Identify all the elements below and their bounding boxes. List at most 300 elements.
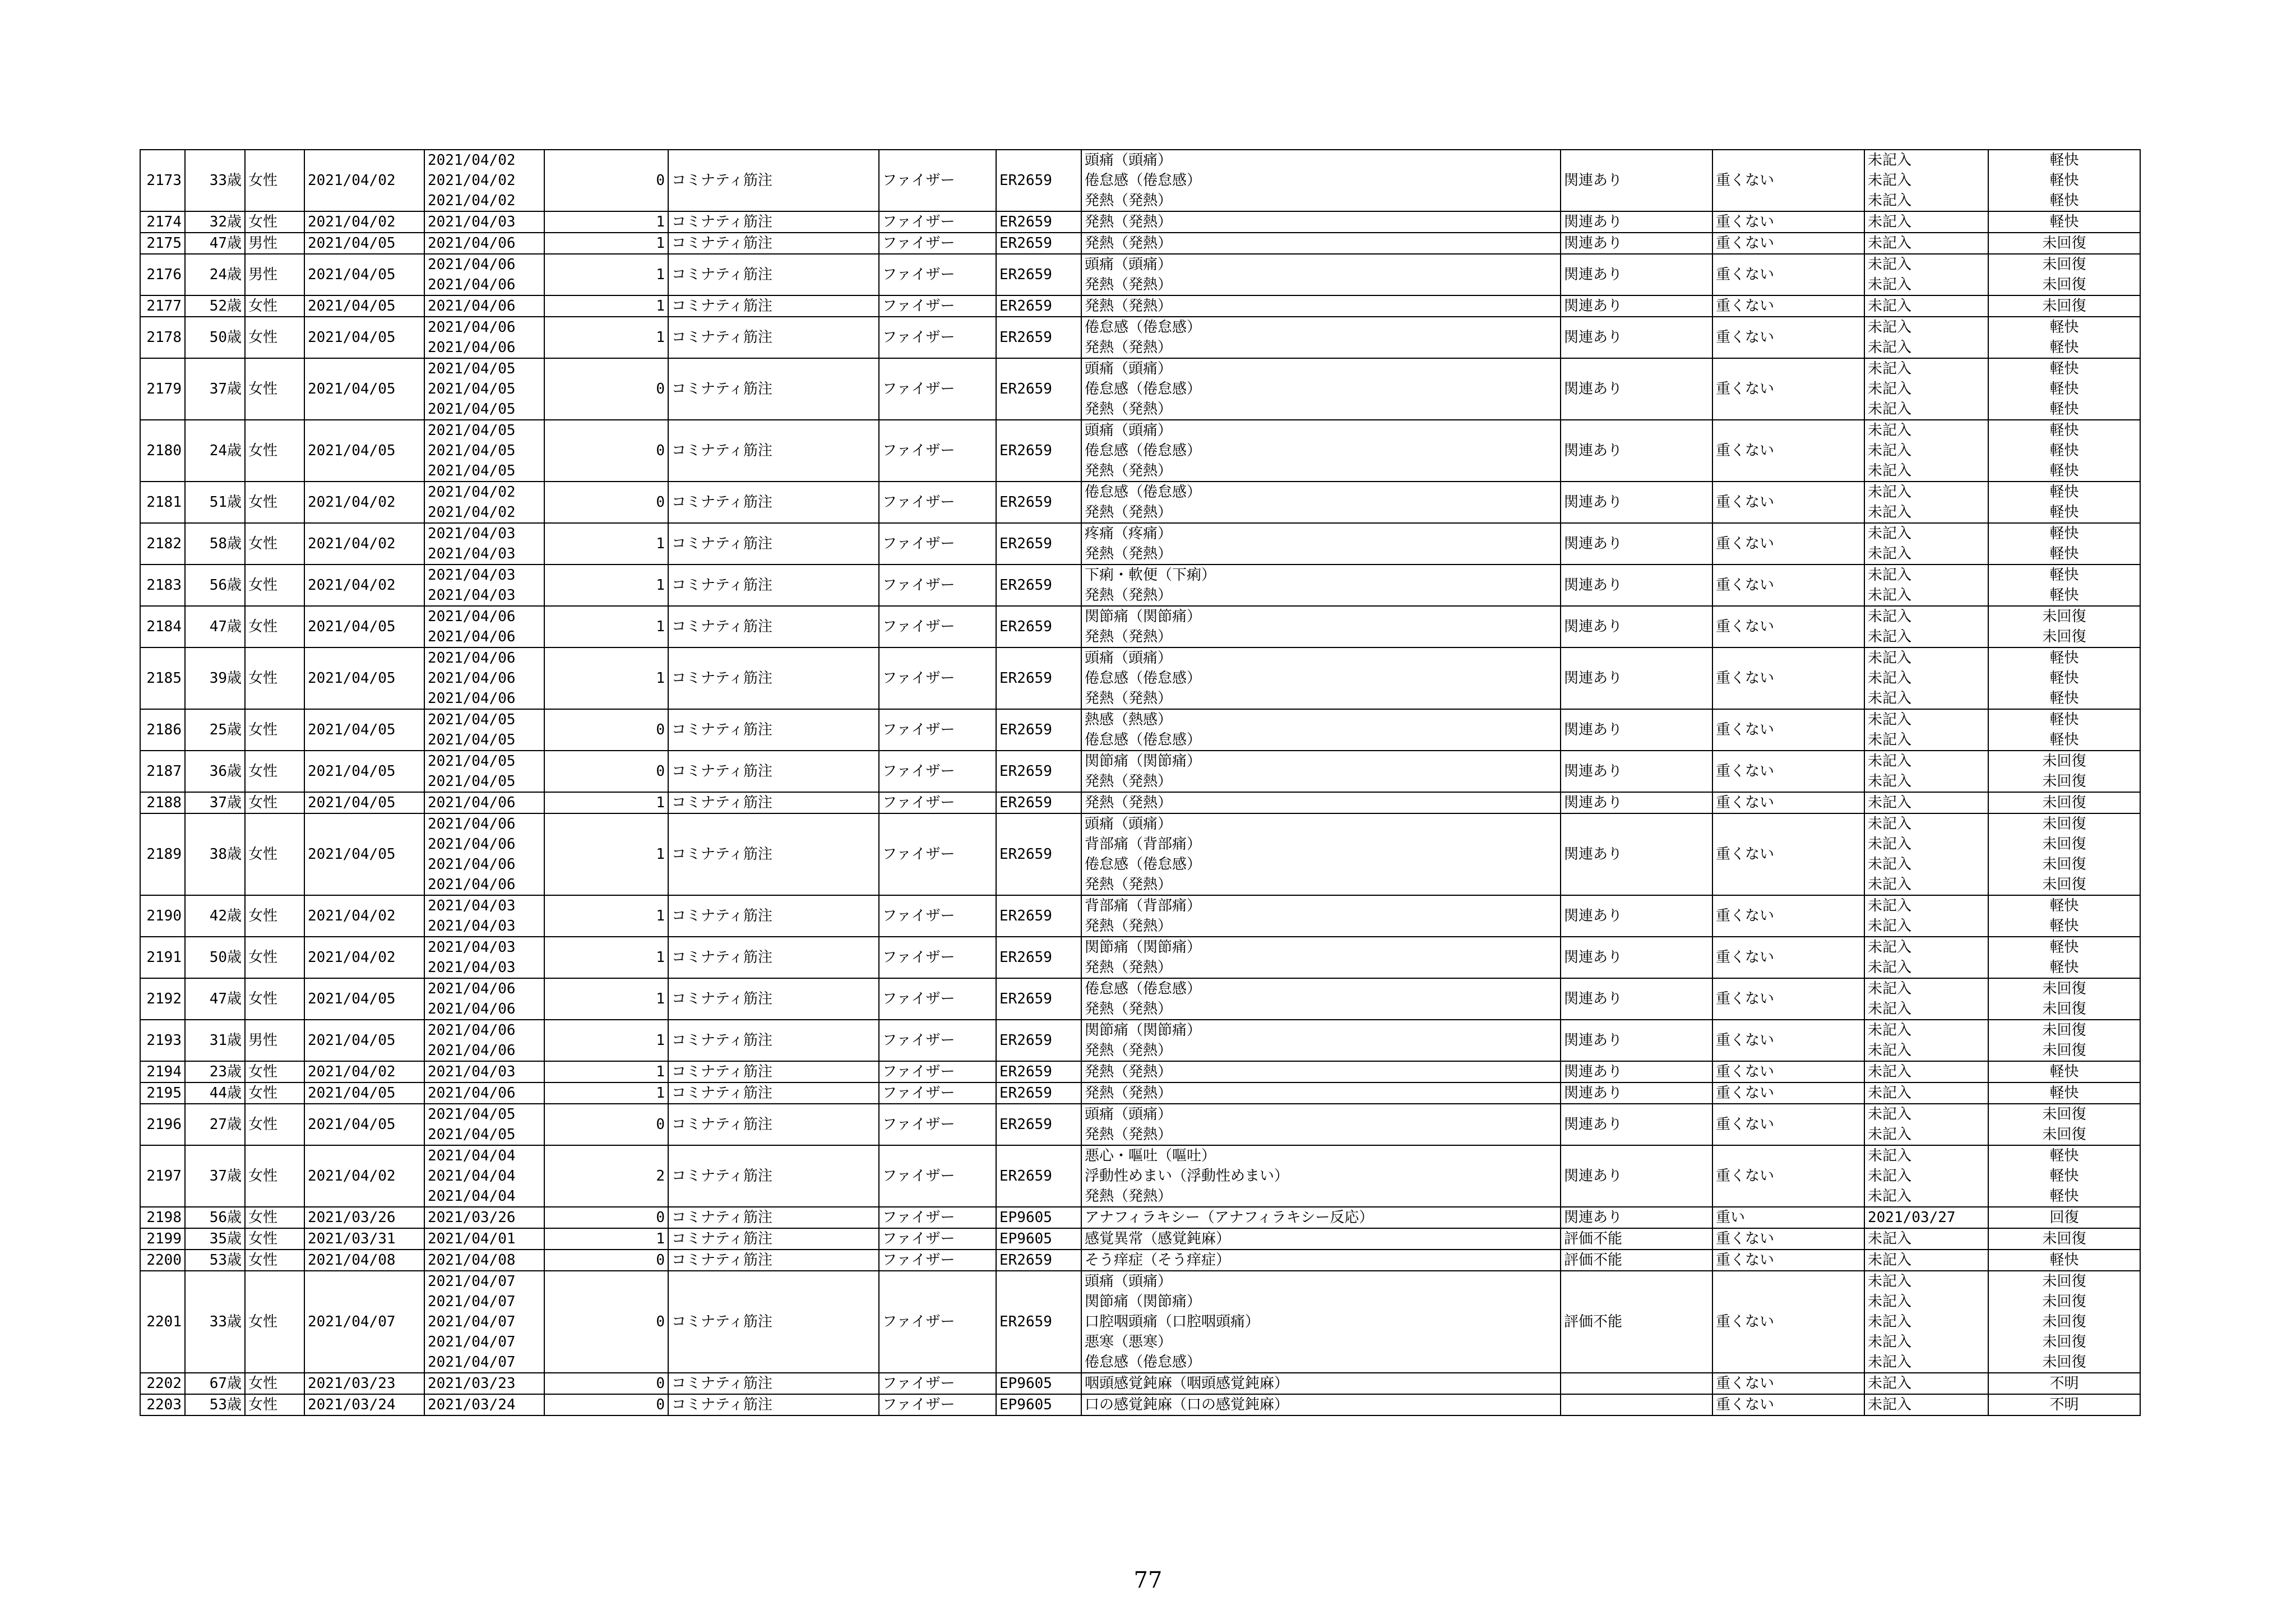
onset-date — [424, 1250, 544, 1271]
causality: 関連あり — [1561, 709, 1712, 751]
outcome-line: 軽快 — [2049, 1252, 2079, 1269]
days-to-onset: 1 — [544, 1082, 668, 1104]
outcome-line: 軽快 — [2049, 587, 2079, 604]
symptom-line: 発熱（発熱） — [1085, 959, 1173, 976]
outcome-line: 不明 — [2049, 1396, 2079, 1413]
symptom-line: 発熱（発熱） — [1085, 545, 1173, 562]
lot-number: EP9605 — [996, 1394, 1081, 1415]
symptom — [1081, 792, 1561, 813]
outcome-date-line: 未記入 — [1868, 836, 1912, 853]
symptom-line: 頭痛（頭痛） — [1085, 360, 1173, 377]
outcome-date — [1864, 1104, 1988, 1145]
outcome-date-line: 未記入 — [1868, 1396, 1912, 1413]
onset-date-line: 2021/04/04 — [428, 1188, 516, 1205]
onset-date-line: 2021/04/04 — [428, 1148, 516, 1164]
symptom-line: 発熱（発熱） — [1085, 1126, 1173, 1143]
outcome — [1988, 709, 2140, 751]
outcome-line: 軽快 — [2049, 192, 2079, 209]
causality: 関連あり — [1561, 1061, 1712, 1082]
symptom — [1081, 978, 1561, 1020]
outcome-date-line: 未記入 — [1868, 918, 1912, 934]
sex-cell: 女性 — [245, 1207, 304, 1228]
sex-cell: 女性 — [245, 150, 304, 211]
symptom-line: 口腔咽頭痛（口腔咽頭痛） — [1085, 1313, 1260, 1330]
manufacturer: ファイザー — [879, 709, 996, 751]
sex-cell: 女性 — [245, 709, 304, 751]
onset-date-line: 2021/04/07 — [428, 1354, 516, 1371]
lot-number: ER2659 — [996, 295, 1081, 317]
vaccine-name: コミナティ筋注 — [668, 1082, 879, 1104]
outcome-line: 未回復 — [2042, 1001, 2086, 1017]
onset-date-line: 2021/04/03 — [428, 567, 516, 584]
vaccination-date: 2021/04/02 — [304, 895, 424, 937]
outcome-line: 未回復 — [2042, 1106, 2086, 1123]
symptom-line: 倦怠感（倦怠感） — [1085, 732, 1202, 748]
age-cell: 37歳 — [185, 792, 245, 813]
causality: 関連あり — [1561, 606, 1712, 647]
table-row — [140, 523, 2140, 565]
onset-date-line: 2021/04/02 — [428, 172, 516, 189]
onset-date-line: 2021/04/05 — [428, 462, 516, 479]
outcome-date-line: 未記入 — [1868, 1293, 1912, 1310]
outcome-date-line: 未記入 — [1868, 1354, 1912, 1371]
age-cell: 53歳 — [185, 1250, 245, 1271]
age-cell: 42歳 — [185, 895, 245, 937]
onset-date — [424, 606, 544, 647]
outcome-date-line: 未記入 — [1868, 1273, 1912, 1290]
case-number: 2198 — [140, 1207, 185, 1228]
outcome-date-line: 未記入 — [1868, 959, 1912, 976]
causality: 関連あり — [1561, 317, 1712, 358]
vaccine-name: コミナティ筋注 — [668, 1061, 879, 1082]
case-number: 2193 — [140, 1020, 185, 1061]
symptom — [1081, 254, 1561, 295]
days-to-onset: 0 — [544, 150, 668, 211]
outcome-date-line: 未記入 — [1868, 876, 1912, 893]
age-cell: 56歳 — [185, 1207, 245, 1228]
onset-date-line: 2021/04/06 — [428, 1022, 516, 1039]
outcome-date — [1864, 895, 1988, 937]
onset-date — [424, 1394, 544, 1415]
symptom-line: 倦怠感（倦怠感） — [1085, 381, 1202, 397]
outcome-line: 未回復 — [2042, 1230, 2086, 1247]
outcome-line: 未回復 — [2042, 856, 2086, 873]
outcome — [1988, 606, 2140, 647]
days-to-onset: 1 — [544, 978, 668, 1020]
symptom — [1081, 295, 1561, 317]
days-to-onset: 1 — [544, 233, 668, 254]
table-row — [140, 1061, 2140, 1082]
outcome — [1988, 523, 2140, 565]
outcome-line: 軽快 — [2049, 1148, 2079, 1164]
severity: 重くない — [1712, 978, 1864, 1020]
outcome-date-line: 未記入 — [1868, 1022, 1912, 1039]
lot-number: ER2659 — [996, 1061, 1081, 1082]
age-cell: 27歳 — [185, 1104, 245, 1145]
causality: 関連あり — [1561, 813, 1712, 895]
table-row — [140, 1145, 2140, 1207]
sex-cell: 女性 — [245, 1250, 304, 1271]
severity: 重くない — [1712, 606, 1864, 647]
onset-date-line: 2021/04/06 — [428, 1001, 516, 1017]
vaccination-date: 2021/04/05 — [304, 1104, 424, 1145]
outcome-date-line: 未記入 — [1868, 276, 1912, 293]
onset-date-line: 2021/04/02 — [428, 504, 516, 521]
outcome-line: 軽快 — [2049, 462, 2079, 479]
table-row — [140, 1394, 2140, 1415]
symptom — [1081, 709, 1561, 751]
case-number: 2203 — [140, 1394, 185, 1415]
outcome-line: 軽快 — [2049, 1085, 2079, 1102]
outcome-line: 軽快 — [2049, 545, 2079, 562]
symptom-line: 関節痛（関節痛） — [1085, 1022, 1202, 1039]
vaccination-date: 2021/04/05 — [304, 813, 424, 895]
onset-date — [424, 1020, 544, 1061]
onset-date — [424, 813, 544, 895]
vaccine-name: コミナティ筋注 — [668, 1394, 879, 1415]
symptom-line: 頭痛（頭痛） — [1085, 422, 1173, 439]
table-row — [140, 150, 2140, 211]
vaccine-name: コミナティ筋注 — [668, 233, 879, 254]
outcome-date-line: 未記入 — [1868, 1042, 1912, 1059]
lot-number: ER2659 — [996, 1250, 1081, 1271]
symptom — [1081, 482, 1561, 523]
manufacturer: ファイザー — [879, 792, 996, 813]
symptom-line: 倦怠感（倦怠感） — [1085, 319, 1202, 336]
outcome-date — [1864, 606, 1988, 647]
vaccine-name: コミナティ筋注 — [668, 420, 879, 482]
manufacturer: ファイザー — [879, 565, 996, 606]
lot-number: ER2659 — [996, 813, 1081, 895]
table-row — [140, 233, 2140, 254]
vaccine-name: コミナティ筋注 — [668, 792, 879, 813]
symptom — [1081, 937, 1561, 978]
days-to-onset: 1 — [544, 523, 668, 565]
lot-number: ER2659 — [996, 1145, 1081, 1207]
symptom — [1081, 523, 1561, 565]
vaccination-date: 2021/04/05 — [304, 792, 424, 813]
outcome-line: 軽快 — [2049, 918, 2079, 934]
table-row — [140, 751, 2140, 792]
lot-number: ER2659 — [996, 523, 1081, 565]
symptom-line: 下痢・軟便（下痢） — [1085, 567, 1216, 584]
symptom-line: 感覚異常（感覚鈍麻） — [1085, 1230, 1231, 1247]
days-to-onset: 1 — [544, 647, 668, 709]
outcome-date — [1864, 482, 1988, 523]
outcome-date — [1864, 233, 1988, 254]
outcome-date-line: 未記入 — [1868, 650, 1912, 667]
sex-cell: 女性 — [245, 295, 304, 317]
onset-date-line: 2021/04/06 — [428, 650, 516, 667]
outcome-date-line: 未記入 — [1868, 1148, 1912, 1164]
onset-date — [424, 1145, 544, 1207]
days-to-onset: 0 — [544, 1207, 668, 1228]
vaccine-name: コミナティ筋注 — [668, 295, 879, 317]
onset-date — [424, 1061, 544, 1082]
outcome-date-line: 未記入 — [1868, 1188, 1912, 1205]
manufacturer: ファイザー — [879, 1104, 996, 1145]
vaccination-date: 2021/04/02 — [304, 150, 424, 211]
lot-number: ER2659 — [996, 317, 1081, 358]
outcome-line: 未回復 — [2042, 836, 2086, 853]
days-to-onset: 0 — [544, 1373, 668, 1394]
lot-number: ER2659 — [996, 1082, 1081, 1104]
symptom-line: 頭痛（頭痛） — [1085, 1106, 1173, 1123]
causality: 関連あり — [1561, 565, 1712, 606]
causality: 関連あり — [1561, 295, 1712, 317]
symptom-line: 背部痛（背部痛） — [1085, 897, 1202, 914]
symptom-line: 倦怠感（倦怠感） — [1085, 442, 1202, 459]
outcome-date-line: 未記入 — [1868, 1126, 1912, 1143]
case-number: 2180 — [140, 420, 185, 482]
outcome-line: 未回復 — [2042, 608, 2086, 625]
causality: 関連あり — [1561, 420, 1712, 482]
outcome-date-line: 未記入 — [1868, 504, 1912, 521]
symptom-line: 関節痛（関節痛） — [1085, 939, 1202, 956]
sex-cell: 女性 — [245, 606, 304, 647]
symptom-line: 頭痛（頭痛） — [1085, 152, 1173, 169]
outcome-line: 未回復 — [2042, 256, 2086, 273]
outcome-date-line: 未記入 — [1868, 1375, 1912, 1392]
outcome-line: 軽快 — [2049, 650, 2079, 667]
severity: 重くない — [1712, 647, 1864, 709]
case-number: 2191 — [140, 937, 185, 978]
outcome-date-line: 未記入 — [1868, 256, 1912, 273]
outcome-date-line: 未記入 — [1868, 152, 1912, 169]
symptom-line: 倦怠感（倦怠感） — [1085, 670, 1202, 687]
symptom-line: 発熱（発熱） — [1085, 298, 1173, 314]
onset-date-line: 2021/04/05 — [428, 753, 516, 770]
onset-date — [424, 150, 544, 211]
days-to-onset: 0 — [544, 1271, 668, 1373]
symptom-line: 発熱（発熱） — [1085, 462, 1173, 479]
days-to-onset: 1 — [544, 937, 668, 978]
onset-date-line: 2021/04/06 — [428, 816, 516, 832]
outcome-date — [1864, 709, 1988, 751]
outcome-date-line: 未記入 — [1868, 1334, 1912, 1350]
onset-date-line: 2021/04/02 — [428, 484, 516, 501]
symptom-line: 発熱（発熱） — [1085, 628, 1173, 645]
manufacturer: ファイザー — [879, 254, 996, 295]
causality: 関連あり — [1561, 978, 1712, 1020]
onset-date-line: 2021/04/03 — [428, 214, 516, 230]
outcome-date-line: 未記入 — [1868, 1168, 1912, 1185]
outcome-date-line: 未記入 — [1868, 235, 1912, 252]
onset-date — [424, 254, 544, 295]
outcome — [1988, 211, 2140, 233]
onset-date-line: 2021/04/05 — [428, 732, 516, 748]
onset-date — [424, 895, 544, 937]
case-number: 2177 — [140, 295, 185, 317]
onset-date-line: 2021/04/07 — [428, 1293, 516, 1310]
symptom-line: 発熱（発熱） — [1085, 214, 1173, 230]
severity: 重くない — [1712, 523, 1864, 565]
outcome-date — [1864, 254, 1988, 295]
sex-cell: 女性 — [245, 420, 304, 482]
onset-date-line: 2021/04/06 — [428, 298, 516, 314]
vaccine-name: コミナティ筋注 — [668, 1373, 879, 1394]
outcome-date-line: 未記入 — [1868, 1230, 1912, 1247]
symptom-line: 倦怠感（倦怠感） — [1085, 856, 1202, 873]
manufacturer: ファイザー — [879, 895, 996, 937]
outcome-line: 未回復 — [2042, 298, 2086, 314]
outcome-date — [1864, 1145, 1988, 1207]
sex-cell: 女性 — [245, 895, 304, 937]
symptom-line: 熱感（熱感） — [1085, 711, 1173, 728]
days-to-onset: 1 — [544, 295, 668, 317]
case-number: 2184 — [140, 606, 185, 647]
case-number: 2181 — [140, 482, 185, 523]
manufacturer: ファイザー — [879, 978, 996, 1020]
outcome-date-line: 未記入 — [1868, 816, 1912, 832]
outcome-date-line: 未記入 — [1868, 192, 1912, 209]
onset-date-line: 2021/04/06 — [428, 856, 516, 873]
sex-cell: 女性 — [245, 1145, 304, 1207]
symptom — [1081, 420, 1561, 482]
causality: 関連あり — [1561, 1207, 1712, 1228]
onset-date-line: 2021/04/06 — [428, 608, 516, 625]
outcome-date-line: 未記入 — [1868, 773, 1912, 790]
case-number: 2194 — [140, 1061, 185, 1082]
sex-cell: 女性 — [245, 647, 304, 709]
outcome-date — [1864, 751, 1988, 792]
vaccine-name: コミナティ筋注 — [668, 523, 879, 565]
manufacturer: ファイザー — [879, 1228, 996, 1250]
symptom — [1081, 1250, 1561, 1271]
outcome-line: 未回復 — [2042, 1354, 2086, 1371]
outcome-line: 軽快 — [2049, 319, 2079, 336]
symptom-line: 倦怠感（倦怠感） — [1085, 484, 1202, 501]
causality: 関連あり — [1561, 792, 1712, 813]
onset-date — [424, 211, 544, 233]
outcome-date-line: 未記入 — [1868, 897, 1912, 914]
table-row — [140, 358, 2140, 420]
age-cell: 24歳 — [185, 254, 245, 295]
outcome-line: 軽快 — [2049, 381, 2079, 397]
table-row — [140, 1082, 2140, 1104]
vaccination-date: 2021/04/02 — [304, 523, 424, 565]
outcome-date-line: 未記入 — [1868, 567, 1912, 584]
onset-date-line: 2021/04/06 — [428, 794, 516, 811]
vaccine-name: コミナティ筋注 — [668, 482, 879, 523]
outcome-line: 軽快 — [2049, 1188, 2079, 1205]
manufacturer: ファイザー — [879, 1145, 996, 1207]
onset-date-line: 2021/04/03 — [428, 1063, 516, 1080]
days-to-onset: 1 — [544, 813, 668, 895]
symptom-line: 発熱（発熱） — [1085, 1063, 1173, 1080]
lot-number: EP9605 — [996, 1373, 1081, 1394]
sex-cell: 女性 — [245, 523, 304, 565]
age-cell: 51歳 — [185, 482, 245, 523]
symptom — [1081, 1020, 1561, 1061]
onset-date — [424, 1104, 544, 1145]
outcome-date-line: 未記入 — [1868, 587, 1912, 604]
onset-date-line: 2021/04/02 — [428, 152, 516, 169]
case-number: 2188 — [140, 792, 185, 813]
outcome-date — [1864, 211, 1988, 233]
case-number: 2196 — [140, 1104, 185, 1145]
onset-date — [424, 233, 544, 254]
onset-date-line: 2021/04/05 — [428, 773, 516, 790]
causality — [1561, 1373, 1712, 1394]
onset-date-line: 2021/03/24 — [428, 1396, 516, 1413]
outcome — [1988, 1061, 2140, 1082]
symptom-line: 口の感覚鈍麻（口の感覚鈍麻） — [1085, 1396, 1289, 1413]
sex-cell: 女性 — [245, 1104, 304, 1145]
outcome — [1988, 150, 2140, 211]
outcome-date — [1864, 978, 1988, 1020]
outcome-line: 未回復 — [2042, 816, 2086, 832]
symptom-line: 発熱（発熱） — [1085, 918, 1173, 934]
case-number: 2176 — [140, 254, 185, 295]
outcome — [1988, 1082, 2140, 1104]
manufacturer: ファイザー — [879, 1020, 996, 1061]
severity: 重くない — [1712, 895, 1864, 937]
lot-number: ER2659 — [996, 1104, 1081, 1145]
days-to-onset: 1 — [544, 565, 668, 606]
table-row — [140, 895, 2140, 937]
onset-date-line: 2021/03/26 — [428, 1209, 516, 1226]
outcome-date-line: 未記入 — [1868, 1001, 1912, 1017]
outcome — [1988, 295, 2140, 317]
outcome-line: 未回復 — [2042, 980, 2086, 997]
onset-date — [424, 317, 544, 358]
outcome — [1988, 978, 2140, 1020]
outcome — [1988, 1373, 2140, 1394]
outcome-line: 未回復 — [2042, 1042, 2086, 1059]
vaccination-date: 2021/04/05 — [304, 1020, 424, 1061]
lot-number: ER2659 — [996, 709, 1081, 751]
vaccination-date: 2021/04/05 — [304, 420, 424, 482]
sex-cell: 女性 — [245, 1082, 304, 1104]
outcome — [1988, 1207, 2140, 1228]
case-number: 2195 — [140, 1082, 185, 1104]
onset-date-line: 2021/04/05 — [428, 360, 516, 377]
onset-date — [424, 751, 544, 792]
vaccination-date: 2021/04/02 — [304, 565, 424, 606]
vaccination-date: 2021/04/02 — [304, 211, 424, 233]
days-to-onset: 0 — [544, 751, 668, 792]
manufacturer: ファイザー — [879, 813, 996, 895]
severity: 重くない — [1712, 751, 1864, 792]
outcome-line: 軽快 — [2049, 172, 2079, 189]
symptom — [1081, 606, 1561, 647]
outcome-line: 軽快 — [2049, 484, 2079, 501]
symptom-line: 関節痛（関節痛） — [1085, 1293, 1202, 1310]
outcome-date-line: 未記入 — [1868, 1085, 1912, 1102]
lot-number: ER2659 — [996, 565, 1081, 606]
table-row — [140, 254, 2140, 295]
outcome-line: 未回復 — [2042, 1022, 2086, 1039]
severity: 重くない — [1712, 1020, 1864, 1061]
sex-cell: 女性 — [245, 1061, 304, 1082]
symptom — [1081, 1373, 1561, 1394]
symptom-line: 発熱（発熱） — [1085, 504, 1173, 521]
outcome — [1988, 1250, 2140, 1271]
onset-date-line: 2021/04/03 — [428, 545, 516, 562]
symptom-line: 発熱（発熱） — [1085, 1188, 1173, 1205]
outcome-date-line: 未記入 — [1868, 422, 1912, 439]
sex-cell: 男性 — [245, 1020, 304, 1061]
age-cell: 33歳 — [185, 1271, 245, 1373]
age-cell: 33歳 — [185, 150, 245, 211]
manufacturer: ファイザー — [879, 420, 996, 482]
outcome — [1988, 482, 2140, 523]
table-row — [140, 420, 2140, 482]
manufacturer: ファイザー — [879, 1250, 996, 1271]
onset-date-line: 2021/04/06 — [428, 670, 516, 687]
age-cell: 37歳 — [185, 358, 245, 420]
